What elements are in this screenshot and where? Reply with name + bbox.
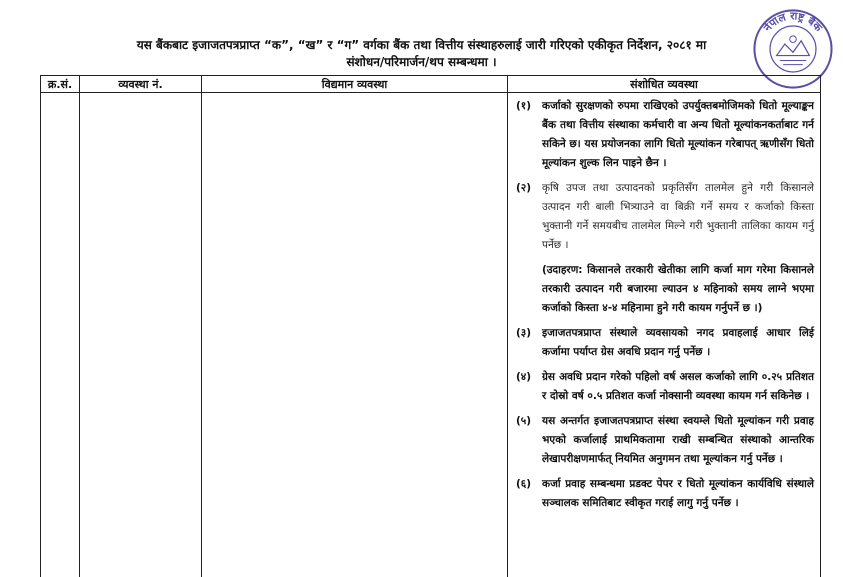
- revised-item-6: [516, 475, 814, 513]
- table-row: [41, 93, 821, 577]
- item-text: कृषि उपज तथा उत्पादनको प्रकृतिसँग तालमेल हुने गरी किसानले उत्पादन गरी बाली भित्र्याउने वा बिक्री गर्ने समय र कर्जाको किस्ता भुक्तानी गर्ने समयबीच तालमेल मिल्ने गरी भुक्तानी तालिका कायम गर्नु पर्नेछ ।: [542, 179, 814, 255]
- seal-text: नेपाल राष्ट्र बैंक: [760, 9, 825, 34]
- directive-table: [40, 75, 821, 577]
- item-number: (२): [516, 179, 542, 255]
- item-text: कर्जाको सुरक्षणको रुपमा राखिएको उपर्युक्तबमोजिमको धितो मूल्याङ्कन बैंक तथा वित्तीय संस्थाका कर्मचारी वा अन्य धितो मूल्यांकनकर्ताबाट गर्न सकिने छ। यस प्रयोजनका लागि धितो मूल्यांकन गरेबापत् ऋणीसँग धितो मूल्यांकन शुल्क लिन पाइने छैन ।: [542, 97, 814, 173]
- revised-item-5: [516, 412, 814, 469]
- revised-item-2: [516, 179, 814, 255]
- page-title: [0, 37, 843, 71]
- revised-provision-cell: [508, 93, 821, 577]
- item-number: (६): [516, 475, 542, 513]
- revised-item-3: [516, 324, 814, 362]
- item-number: (१): [516, 97, 542, 173]
- svg-text:नेपाल राष्ट्र बैंक: [760, 9, 825, 34]
- table-header-row: [41, 76, 821, 93]
- revised-item-4: [516, 368, 814, 406]
- provision-no-cell: [80, 93, 202, 577]
- example-note: (उदाहरण: किसानले तरकारी खेतीका लागि कर्जा माग गरेमा किसानले तरकारी उत्पादन गरी बजारमा ल्याउन ४ महिनाको समय लाग्ने भएमा कर्जाको किस्ता ४-४ महिनामा हुने गरी कायम गर्नुपर्ने छ ।): [542, 261, 814, 318]
- item-number: (४): [516, 368, 542, 406]
- existing-provision-cell: [202, 93, 508, 577]
- page-title-line-1: यस बैंकबाट इजाजतपत्रप्राप्त “क”, “ख” र “ग” वर्गका बैंक तथा वित्तीय संस्थाहरुलाई जारी गरिएको एकीकृत निर्देशन, २०८१ मा: [0, 37, 843, 54]
- header-serial: क्र.सं.: [41, 76, 80, 93]
- item-number: (३): [516, 324, 542, 362]
- item-text: यस अन्तर्गत इजाजतपत्रप्राप्त संस्था स्वयम्ले धितो मूल्यांकन गरी प्रवाह भएको कर्जालाई प्राथमिकतामा राखी सम्बन्धित संस्थाको आन्तरिक लेखापरीक्षणमार्फत् नियमित अनुगमन तथा मूल्यांकन गर्नु पर्नेछ ।: [542, 412, 814, 469]
- item-text: इजाजतपत्रप्राप्त संस्थाले व्यवसायको नगद प्रवाहलाई आधार लिई कर्जामा पर्याप्त ग्रेस अवधि प्रदान गर्नु पर्नेछ ।: [542, 324, 814, 362]
- revised-item-1: [516, 97, 814, 173]
- item-text: ग्रेस अवधि प्रदान गरेको पहिलो वर्ष असल कर्जाको लागि ०.२५ प्रतिशत र दोस्रो वर्ष ०.५ प्रतिशत कर्जा नोक्सानी व्यवस्था कायम गर्न सकिनेछ ।: [542, 368, 814, 406]
- header-provision-no: व्यवस्था नं.: [80, 76, 202, 93]
- serial-cell: [41, 93, 80, 577]
- item-number: (५): [516, 412, 542, 469]
- header-revised: संशोधित व्यवस्था: [508, 76, 821, 93]
- item-text: कर्जा प्रवाह सम्बन्धमा प्रडक्ट पेपर र धितो मूल्यांकन कार्यविधि संस्थाले सञ्चालक समितिबाट स्वीकृत गराई लागु गर्नु पर्नेछ ।: [542, 475, 814, 513]
- page-title-line-2: संशोधन/परिमार्जन/थप सम्बन्धमा ।: [0, 54, 843, 71]
- header-existing: विद्यमान व्यवस्था: [202, 76, 508, 93]
